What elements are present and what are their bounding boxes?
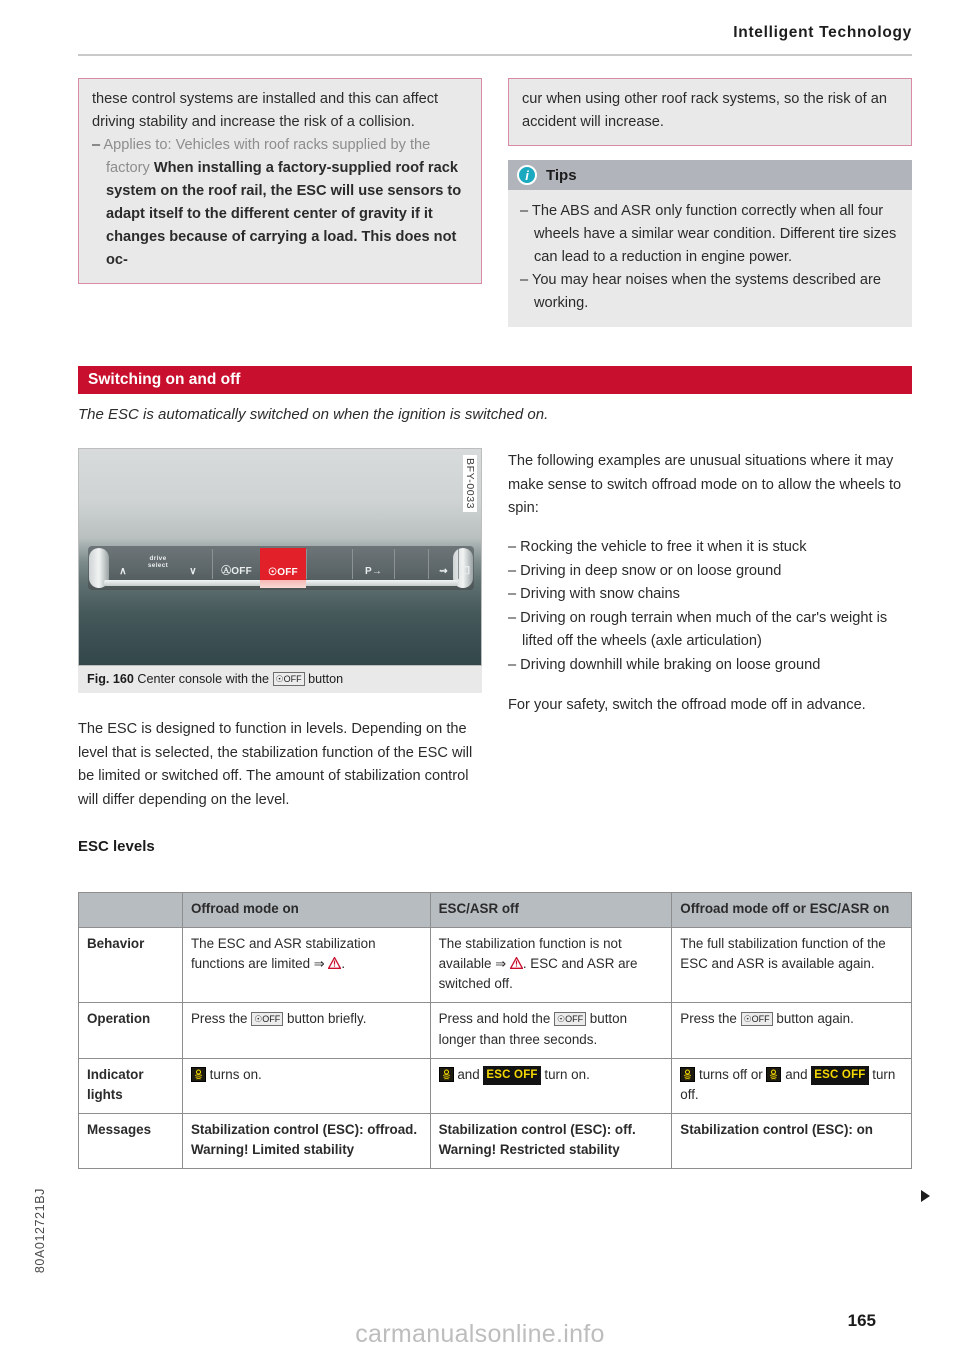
cell-text: turns on. <box>205 1066 262 1082</box>
warning-triangle-icon <box>328 957 341 969</box>
hill-descent-button[interactable] <box>428 549 458 579</box>
drive-select-label-1: drive <box>149 554 167 562</box>
cell-behavior-offroad-on <box>182 928 430 1003</box>
esc-off-key-glyph: ☉OFF <box>554 1012 586 1026</box>
bullet-dash: – <box>92 137 101 154</box>
right-column-body <box>508 450 912 717</box>
drive-select-label-2: select <box>147 562 169 569</box>
cell-text-after: button again. <box>772 1011 854 1027</box>
list-item-text: Driving with snow chains <box>520 586 680 603</box>
figure-caption-after: button <box>308 672 344 686</box>
warning-box-left-wrapper <box>78 78 482 284</box>
row-label-operation: Operation <box>79 1003 183 1058</box>
esc-indicator-icon <box>680 1067 695 1082</box>
esc-levels-table <box>78 892 912 1169</box>
tips-body <box>508 190 912 327</box>
cross-reference-arrow: ⇒ <box>495 956 507 972</box>
cell-messages-esc-asr-off: Stabilization control (ESC): off. Warning! Restricted stability <box>430 1114 672 1169</box>
cell-behavior-offroad-off: The full stabilization function of the ESC and ASR is available again. <box>672 928 912 1003</box>
tips-item-text: You may hear noises when the systems described are working. <box>531 272 882 312</box>
chevron-down-icon: ∨ <box>189 566 197 577</box>
figure-caption <box>78 666 482 693</box>
document-part-number: 80A012721BJ <box>33 1188 47 1274</box>
tips-item: – You may hear noises when the systems described are working. <box>520 272 882 312</box>
warning-triangle-icon <box>510 957 523 969</box>
drive-select-button[interactable] <box>136 549 180 579</box>
blank-button-1[interactable] <box>306 549 352 579</box>
tips-title: Tips <box>546 166 577 184</box>
section-header-bar <box>78 366 912 394</box>
table-header-esc-asr-off: ESC/ASR off <box>430 893 672 928</box>
esc-off-badge: ESC OFF <box>811 1066 868 1085</box>
chevron-down-button[interactable] <box>180 549 206 579</box>
park-assist-icon: P→ <box>364 566 383 577</box>
cell-indicator-esc-asr-off <box>430 1058 672 1113</box>
table-row <box>79 1114 912 1169</box>
esc-indicator-icon <box>191 1067 206 1082</box>
cell-text-after: . ESC and ASR are switched off. <box>438 956 638 992</box>
warning-paragraph: these control systems are installed and this can affect driving stability and increase the risk of a collision. <box>92 91 439 131</box>
esc-levels-subheading: ESC levels <box>78 837 155 855</box>
blank-button-2[interactable] <box>394 549 428 579</box>
cell-indicator-offroad-off <box>672 1058 912 1113</box>
chevron-up-button[interactable] <box>110 549 136 579</box>
esc-indicator-icon <box>766 1067 781 1082</box>
auto-start-stop-icon: ⒶOFF <box>221 566 252 577</box>
warning-box-right <box>508 78 912 146</box>
cell-text: and <box>453 1066 484 1082</box>
center-console-graphic <box>88 546 474 590</box>
table-header-offroad-off: Offroad mode off or ESC/ASR on <box>672 893 912 928</box>
list-item: – Rocking the vehicle to free it when it is stuck <box>508 538 807 555</box>
cell-text-after: turn on. <box>540 1066 590 1082</box>
left-column-body <box>78 718 482 859</box>
right-boxes-wrapper <box>508 78 912 327</box>
esc-off-key-glyph: ☉OFF <box>741 1012 773 1026</box>
cell-text-after: turn off. <box>680 1066 896 1102</box>
table-header-blank <box>79 893 183 928</box>
esc-off-icon: ☉OFF <box>268 567 298 578</box>
row-label-messages: Messages <box>79 1114 183 1169</box>
esc-levels-paragraph: The ESC is designed to function in levels. Depending on the level that is selected, the stabilization function of the ESC will be limited or switched off. The amount of stabilization control will differ depending on the level. <box>78 721 473 808</box>
esc-off-key-glyph: ☉OFF <box>273 672 305 686</box>
list-item: – Driving on rough terrain when much of the car's weight is lifted off the wheels (axle articulation) <box>508 609 888 650</box>
cell-messages-offroad-on: Stabilization control (ESC): offroad. Warning! Limited stability <box>182 1114 430 1169</box>
list-item-text: Rocking the vehicle to free it when it is stuck <box>520 538 807 555</box>
figure-caption-label: Fig. 160 <box>87 672 134 686</box>
cross-reference-arrow: ⇒ <box>313 956 325 972</box>
offroad-situations-list <box>508 536 912 678</box>
tips-item-text: The ABS and ASR only function correctly when all four wheels have a similar wear condition. Different tire sizes can lead to a reduction in engine power. <box>531 203 897 266</box>
auto-start-stop-off-button[interactable] <box>212 549 260 579</box>
list-item-text: Driving in deep snow or on loose ground <box>520 562 782 579</box>
camera-icon: ❐ <box>460 566 471 577</box>
cell-text-after: . <box>341 956 346 972</box>
header-rule <box>78 54 912 56</box>
page-number: 165 <box>847 1311 876 1330</box>
info-circle-icon: i <box>517 165 537 185</box>
section-title: Switching on and off <box>88 371 241 388</box>
cell-text-after: button briefly. <box>283 1011 367 1027</box>
cell-text: The ESC and ASR stabilization functions are limited <box>190 936 376 972</box>
figure-caption-before: Center console with the <box>137 672 270 686</box>
figure-160 <box>78 448 482 693</box>
row-label-behavior: Behavior <box>79 928 183 1003</box>
warning-bullet-bold: When installing a factory-supplied roof rack system on the roof rail, the ESC will use sensors to adapt itself to the different center of gravity if it changes because of carrying a load. This does not oc- <box>106 160 462 269</box>
camera-button[interactable] <box>458 549 472 579</box>
chevron-up-icon: ∧ <box>119 566 127 577</box>
table-header-row <box>79 893 912 928</box>
site-watermark: carmanualsonline.info <box>355 1320 605 1348</box>
cell-operation-offroad-on <box>182 1003 430 1058</box>
list-item: – Driving with snow chains <box>508 586 680 603</box>
tips-header <box>508 160 912 190</box>
section-intro: The ESC is automatically switched on when the ignition is switched on. <box>78 406 549 423</box>
table-row <box>79 1003 912 1058</box>
cell-text: Press and hold the <box>438 1011 554 1027</box>
cell-indicator-offroad-on <box>182 1058 430 1113</box>
table-row <box>79 1058 912 1113</box>
cell-behavior-esc-asr-off <box>430 928 672 1003</box>
list-item: – Driving downhill while braking on loose ground <box>508 657 821 674</box>
offroad-intro: The following examples are unusual situations where it may make sense to switch offroad mode on to allow the wheels to spin: <box>508 453 902 517</box>
cell-text: The stabilization function is not available <box>438 936 622 972</box>
esc-indicator-icon <box>439 1067 454 1082</box>
esc-off-button[interactable] <box>260 548 306 580</box>
cell-operation-esc-asr-off <box>430 1003 672 1058</box>
list-item: – Driving in deep snow or on loose ground <box>508 562 782 579</box>
cell-text: Press the <box>680 1011 741 1027</box>
tips-box <box>508 160 912 327</box>
warning-box-left <box>78 78 482 284</box>
offroad-closing: For your safety, switch the offroad mode off in advance. <box>508 696 866 713</box>
table-header-offroad-on: Offroad mode on <box>182 893 430 928</box>
warning-bullet <box>92 134 467 272</box>
cell-messages-offroad-off: Stabilization control (ESC): on <box>672 1114 912 1169</box>
hill-descent-icon: ⇝ <box>439 566 448 577</box>
continuation-arrow-icon <box>921 1190 930 1202</box>
cell-text: Press the <box>190 1011 252 1027</box>
esc-off-badge: ESC OFF <box>483 1066 540 1085</box>
figure-image-code: BFY-0033 <box>463 455 477 512</box>
tips-item: – The ABS and ASR only function correctly when all four wheels have a similar wear condition. Different tire sizes can lead to a reduction in engine power. <box>520 203 897 266</box>
cell-text: turns off or <box>695 1066 767 1082</box>
figure-image <box>78 448 482 666</box>
running-head: Intelligent Technology <box>733 24 912 41</box>
row-label-indicator-lights: Indicator lights <box>79 1058 183 1113</box>
cell-text-after: button longer than three seconds. <box>438 1011 628 1047</box>
list-item-text: Driving on rough terrain when much of the car's weight is lifted off the wheels (axle articulation) <box>520 609 888 650</box>
cell-text-mid: and <box>781 1066 812 1082</box>
list-item-text: Driving downhill while braking on loose ground <box>520 657 821 674</box>
cell-operation-offroad-off <box>672 1003 912 1058</box>
table-row <box>79 928 912 1003</box>
esc-off-key-glyph: ☉OFF <box>251 1012 283 1026</box>
park-assist-button[interactable] <box>352 549 394 579</box>
warning-right-paragraph: cur when using other roof rack systems, so the risk of an accident will increase. <box>522 91 888 131</box>
warning-applies-to: Applies to: Vehicles with roof racks supplied by the factory <box>103 137 431 177</box>
